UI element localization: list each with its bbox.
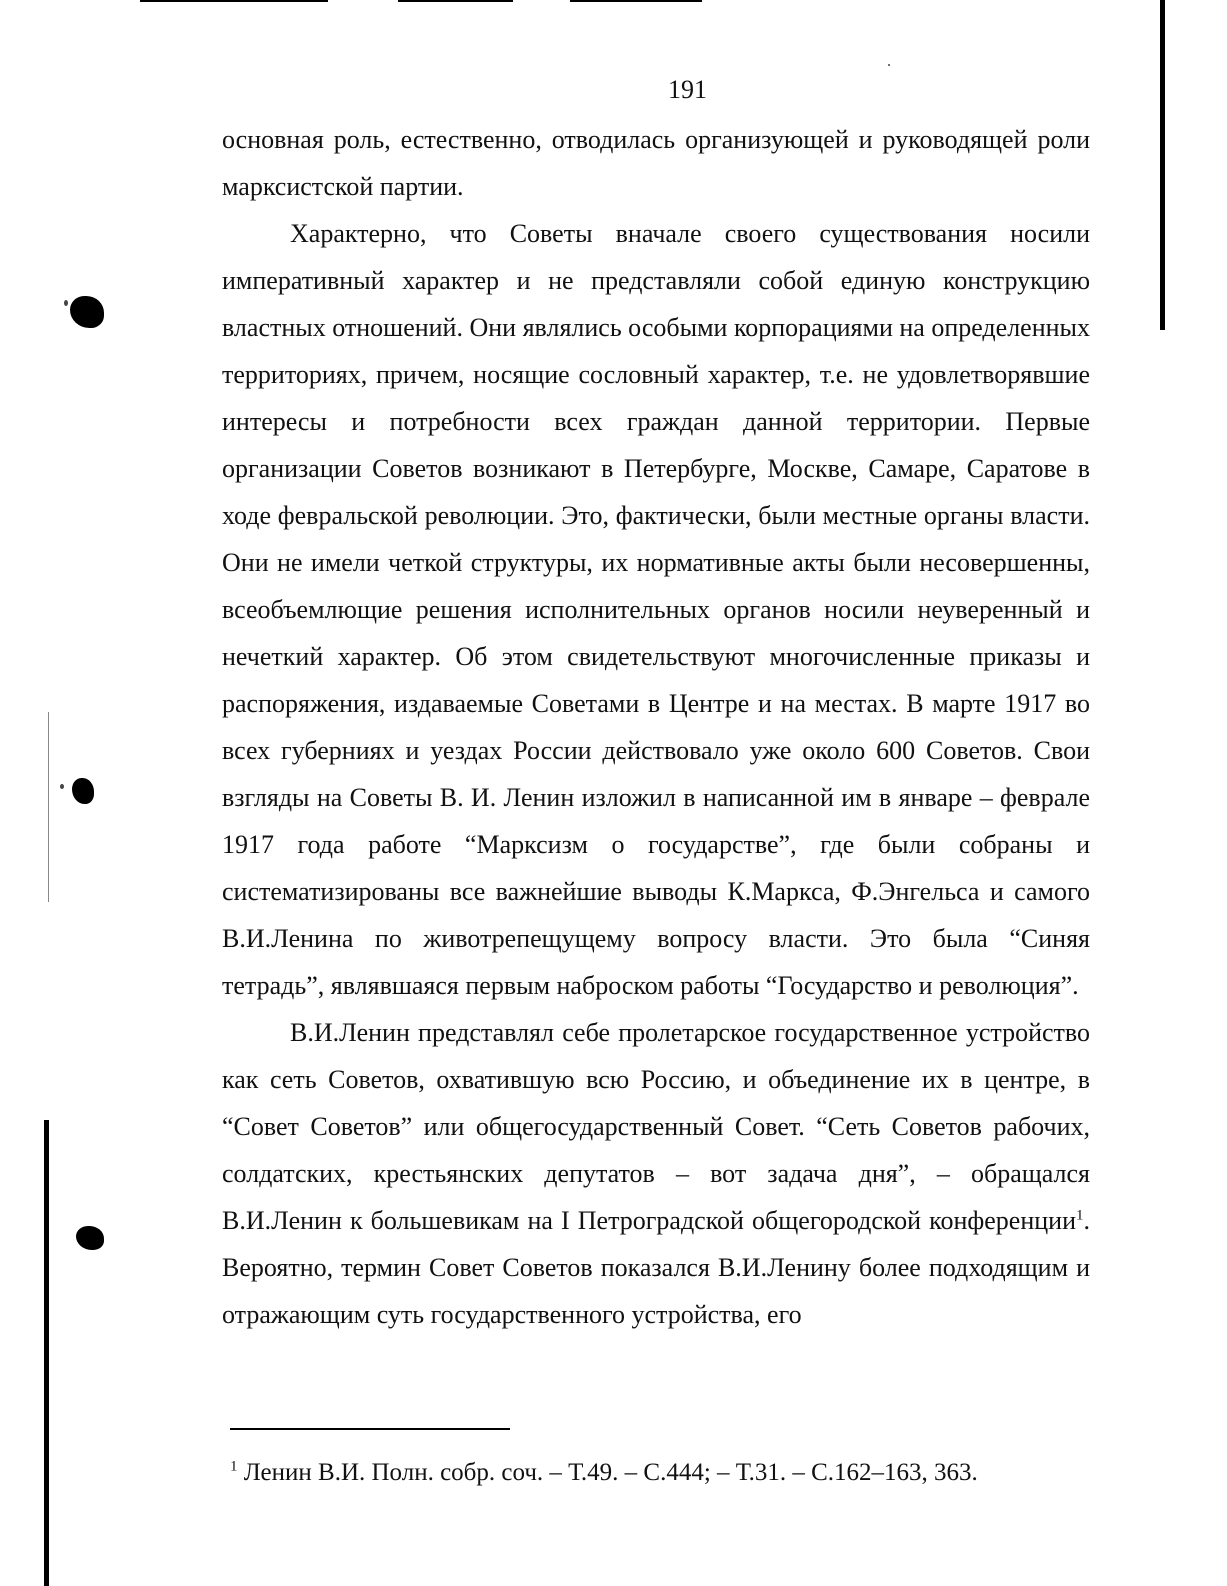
- scan-top-rule-1: [140, 0, 328, 2]
- scan-speck-1: [64, 300, 68, 306]
- footnote-text: Ленин В.И. Полн. собр. соч. – Т.49. – С.444; – Т.31. – С.162–163, 363.: [237, 1459, 978, 1486]
- footnote-reference: 1: [1076, 1207, 1084, 1224]
- body-text: [222, 116, 1090, 1338]
- paragraph-3: [222, 1009, 1090, 1338]
- paragraph-3-text-before-ref: В.И.Ленин представлял себе пролетарское государственное устройство как сеть Советов, охватившую всю Россию, и объединение их в центре, в “Совет Советов” или общегосударственный Совет. “Сеть Советов рабочих, солдатских, крестьянских депутатов – вот задача дня”, – обращался В.И.Ленин к большевикам на I Петроградской общегородской конференции: [222, 1018, 1090, 1235]
- footnote-marker: 1: [230, 1458, 238, 1475]
- binding-hole-mark-middle: [72, 778, 94, 804]
- scan-speck-2: [60, 784, 64, 789]
- scan-top-rule-3: [570, 0, 702, 2]
- footnote: [230, 1456, 1130, 1490]
- paragraph-2: Характерно, что Советы вначале своего существования носили императивный характер и не представляли собой единую конструкцию властных отношений. Они являлись особыми корпорациями на определенных территориях, причем, носящие сословный характер, т.е. не удовлетворявшие интересы и потребности всех граждан данной территории. Первые организации Советов возникают в Петербурге, Москве, Самаре, Саратове в ходе февральской революции. Это, фактически, были местные органы власти. Они не имели четкой структуры, их нормативные акты были несовершенны, всеобъемлющие решения исполнительных органов носили неуверенный и нечеткий характер. Об этом свидетельствуют многочисленные приказы и распоряжения, издаваемые Советами в Центре и на местах. В марте 1917 во всех губерниях и уездах России действовало уже около 600 Советов. Свои взгляды на Советы В. И. Ленин изложил в написанной им в январе – феврале 1917 года работе “Марксизм о государстве”, где были собраны и систематизированы все важнейшие выводы К.Маркса, Ф.Энгельса и самого В.И.Ленина по животрепещущему вопросу власти. Это была “Синяя тетрадь”, являвшаяся первым наброском работы “Государство и революция”.: [222, 219, 1091, 1000]
- scan-left-edge-rule-lower: [44, 1120, 49, 1586]
- scan-top-rule-2: [398, 0, 513, 2]
- paragraph-3-text-after-ref: . Вероятно, термин Совет Советов показался В.И.Ленину более подходящим и отражающим суть государственного устройства, его: [222, 1206, 1090, 1329]
- binding-hole-mark-top: [70, 296, 104, 328]
- scan-left-edge-rule-upper: [48, 712, 49, 902]
- scan-right-edge-rule: [1160, 0, 1165, 330]
- paragraph-1: основная роль, естественно, отводилась организующей и руководящей роли марксистской партии.: [222, 125, 1090, 201]
- scan-speck-3: [888, 64, 890, 66]
- binding-hole-mark-bottom: [76, 1226, 104, 1250]
- footnote-separator: [230, 1428, 510, 1430]
- page-number: 191: [668, 75, 707, 104]
